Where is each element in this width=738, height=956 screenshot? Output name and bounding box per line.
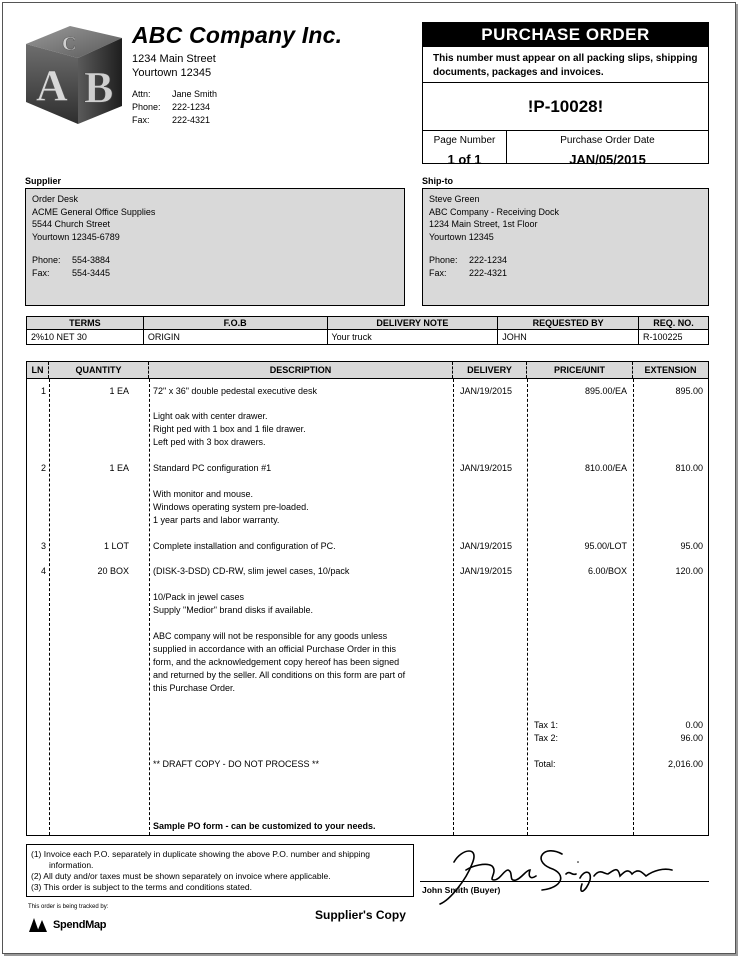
- delivery-note-header: DELIVERY NOTE: [327, 317, 498, 330]
- company-logo-cube: [22, 22, 126, 126]
- company-contact: [132, 88, 217, 127]
- page-number-label: Page Number: [433, 135, 496, 146]
- line-4-ln: 4: [40, 566, 46, 576]
- po-note: This number must appear on all packing slips, shipping documents, packages and invoices.: [423, 47, 708, 83]
- line-2-price: 810.00/EA: [584, 463, 627, 473]
- supplier-line-3: 5544 Church Street: [32, 219, 111, 229]
- logo-letter-b: B: [84, 63, 114, 112]
- disclaimer-line-5: this Purchase Order.: [153, 683, 236, 693]
- shipto-label: Ship-to: [422, 176, 453, 186]
- shipto-line-2: ABC Company - Receiving Dock: [429, 206, 560, 217]
- supplier-line-4: Yourtown 12345-6789: [32, 231, 120, 242]
- line-1-note-3: Left ped with 3 box drawers.: [153, 437, 266, 447]
- total-value: 2,016.00: [667, 759, 703, 769]
- line-2-ext: 810.00: [675, 463, 703, 473]
- line-4-qty: 20 BOX: [97, 566, 129, 576]
- line-4-note-2: Supply "Medior" brand disks if available.: [153, 605, 313, 615]
- line-2-desc: Standard PC configuration #1: [153, 463, 272, 473]
- ln-header: LN: [27, 362, 49, 378]
- supplier-label: Supplier: [25, 176, 62, 186]
- quantity-header: QUANTITY: [49, 362, 149, 378]
- line-items-header: [27, 362, 708, 379]
- disclaimer-line-4: and returned by the seller. All conditions on this form are part of: [153, 670, 406, 680]
- shipto-fax-label: Fax:: [429, 267, 447, 278]
- attn-label: Attn:: [132, 89, 151, 99]
- line-2-qty: 1 EA: [109, 463, 129, 473]
- copy-label: Supplier's Copy: [315, 908, 406, 922]
- supplier-phone: 554-3884: [72, 255, 111, 265]
- line-3-desc: Complete installation and configuration of PC.: [153, 541, 336, 551]
- buyer-name: John Smith (Buyer): [422, 885, 501, 895]
- fob-header: F.O.B: [143, 317, 327, 330]
- terms-table: [26, 316, 709, 345]
- line-3-price: 95.00/LOT: [584, 541, 627, 551]
- line-2-note-2: Windows operating system pre-loaded.: [153, 502, 309, 512]
- line-1-note-1: Light oak with center drawer.: [153, 411, 268, 421]
- company-address-line2: Yourtown 12345: [132, 67, 212, 79]
- tax1-value: 0.00: [685, 720, 703, 730]
- company-address: [132, 52, 216, 80]
- po-header-box: [422, 22, 709, 167]
- line-1-desc: 72" x 36" double pedestal executive desk: [153, 386, 317, 396]
- fax-label: Fax:: [132, 115, 150, 125]
- shipto-fax: 222-4321: [469, 267, 508, 278]
- fax-value: 222-4321: [172, 115, 211, 125]
- line-2-note-3: 1 year parts and labor warranty.: [153, 515, 280, 525]
- supplier-line-2: ACME General Office Supplies: [32, 206, 156, 217]
- terms-value: 2%10 NET 30: [27, 330, 144, 345]
- shipto-phone-label: Phone:: [429, 255, 458, 265]
- footer-note-1: (1) Invoice each P.O. separately in duplicate showing the above P.O. number and shipping information.: [31, 849, 370, 870]
- line-4-price: 6.00/BOX: [587, 566, 627, 576]
- requested-by-value: JOHN: [498, 330, 639, 345]
- line-1-price: 895.00/EA: [584, 386, 627, 396]
- supplier-phone-label: Phone:: [32, 255, 61, 265]
- line-1-note-2: Right ped with 1 box and 1 file drawer.: [153, 424, 306, 434]
- line-2-ln: 2: [40, 463, 46, 473]
- spendmap-brand: SpendMap: [53, 919, 107, 931]
- supplier-fax: 554-3445: [72, 267, 111, 278]
- company-name: ABC Company Inc.: [132, 22, 343, 48]
- disclaimer-line-1: ABC company will not be responsible for any goods unless: [153, 631, 388, 641]
- fob-value: ORIGIN: [143, 330, 327, 345]
- shipto-address-box: [422, 188, 709, 306]
- disclaimer-line-3: form, and the acknowledgement copy hereof has been signed: [153, 657, 400, 667]
- po-number: !P-10028!: [423, 83, 708, 131]
- phone-label: Phone:: [132, 102, 161, 112]
- line-items-table: [26, 361, 709, 836]
- line-4-desc: (DISK-3-DSD) CD-RW, slim jewel cases, 10/pack: [153, 566, 350, 576]
- footer-note-3: (3) This order is subject to the terms and conditions stated.: [31, 882, 252, 892]
- delivery-note-value: Your truck: [327, 330, 498, 345]
- line-1-ln: 1: [40, 386, 46, 396]
- shipto-phone: 222-1234: [469, 255, 508, 265]
- supplier-fax-label: Fax:: [32, 267, 50, 278]
- logo-letter-a: A: [36, 61, 68, 110]
- attn-value: Jane Smith: [172, 89, 218, 99]
- spendmap-icon: [28, 916, 50, 934]
- line-2-note-1: With monitor and mouse.: [153, 489, 254, 499]
- company-address-line1: 1234 Main Street: [132, 53, 216, 65]
- shipto-line-3: 1234 Main Street, 1st Floor: [429, 219, 538, 229]
- page-number-value: 1 of 1: [447, 152, 482, 167]
- tracked-by-label: This order is being tracked by:: [28, 904, 109, 910]
- requested-by-header: REQUESTED BY: [498, 317, 639, 330]
- line-3-ext: 95.00: [680, 541, 703, 551]
- total-label: Total:: [534, 759, 556, 769]
- supplier-address-box: [25, 188, 405, 306]
- terms-header: TERMS: [27, 317, 144, 330]
- draft-notice: ** DRAFT COPY - DO NOT PROCESS **: [153, 759, 320, 769]
- spendmap-logo: [28, 914, 128, 936]
- line-4-ext: 120.00: [675, 566, 703, 576]
- line-1-qty: 1 EA: [109, 386, 129, 396]
- line-4-delivery: JAN/19/2015: [460, 566, 513, 576]
- line-3-qty: 1 LOT: [103, 541, 129, 551]
- disclaimer-line-2: supplied in accordance with an official Purchase Order in this: [153, 644, 396, 654]
- po-date-value: JAN/05/2015: [569, 152, 646, 167]
- buyer-signature-image: [432, 840, 682, 910]
- tax2-label: Tax 2:: [534, 733, 559, 743]
- req-no-header: REQ. NO.: [639, 317, 709, 330]
- line-4-note-1: 10/Pack in jewel cases: [153, 592, 245, 602]
- footer-note-2: (2) All duty and/or taxes must be shown separately on invoice where applicable.: [31, 871, 331, 881]
- signature-line: [420, 881, 709, 882]
- line-3-delivery: JAN/19/2015: [460, 541, 513, 551]
- description-header: DESCRIPTION: [149, 362, 453, 378]
- price-unit-header: PRICE/UNIT: [527, 362, 633, 378]
- logo-letter-c: C: [62, 33, 77, 55]
- phone-value: 222-1234: [172, 102, 211, 112]
- supplier-line-1: Order Desk: [32, 194, 79, 204]
- shipto-line-4: Yourtown 12345: [429, 231, 494, 242]
- line-1-ext: 895.00: [675, 386, 703, 396]
- po-date-label: Purchase Order Date: [560, 135, 655, 146]
- req-no-value: R-100225: [639, 330, 709, 345]
- tax2-value: 96.00: [680, 733, 703, 743]
- line-3-ln: 3: [40, 541, 46, 551]
- sample-note: Sample PO form - can be customized to your needs.: [153, 821, 376, 831]
- delivery-header: DELIVERY: [453, 362, 527, 378]
- line-1-delivery: JAN/19/2015: [460, 386, 513, 396]
- tax1-label: Tax 1:: [534, 720, 559, 730]
- extension-header: EXTENSION: [644, 365, 697, 375]
- footer-notes: [26, 844, 414, 897]
- line-2-delivery: JAN/19/2015: [460, 463, 513, 473]
- shipto-line-1: Steve Green: [429, 194, 480, 204]
- po-title: PURCHASE ORDER: [423, 23, 708, 47]
